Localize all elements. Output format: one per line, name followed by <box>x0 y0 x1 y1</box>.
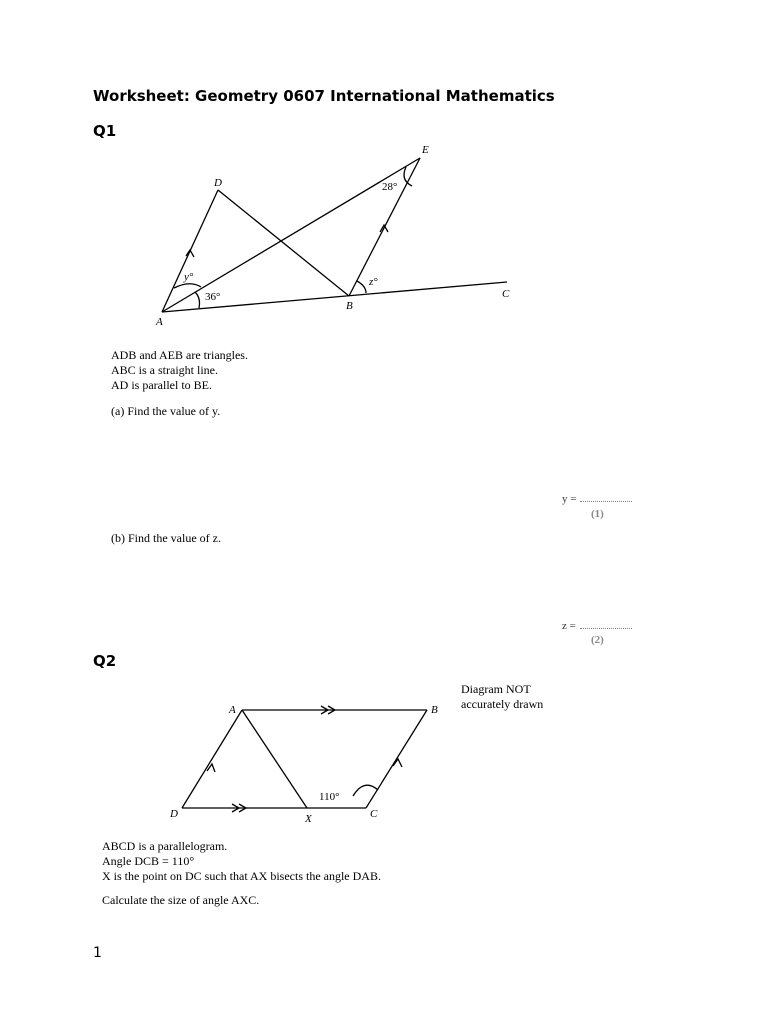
q1-heading: Q1 <box>93 122 117 140</box>
q1-statement: ABC is a straight line. <box>111 363 218 377</box>
label-a: A <box>156 316 163 328</box>
answer-z-line[interactable] <box>580 620 632 629</box>
q2-statement: X is the point on DC such that AX bisects the angle DAB. <box>102 869 381 883</box>
arc-y <box>174 284 201 288</box>
q1-diagram <box>0 0 768 340</box>
answer-y-line[interactable] <box>580 493 632 502</box>
marks-b: (2) <box>591 634 604 646</box>
label-angle-110: 110° <box>319 791 340 803</box>
diagram-note-line2: accurately drawn <box>461 697 544 711</box>
label-b: B <box>431 704 438 716</box>
arc-36 <box>195 292 200 308</box>
label-angle-y: y° <box>184 271 194 283</box>
label-e: E <box>422 144 429 156</box>
q1-part-b: (b) Find the value of z. <box>111 531 221 545</box>
label-angle-36: 36° <box>205 291 221 303</box>
q1-statement: AD is parallel to BE. <box>111 378 212 392</box>
answer-y-row <box>562 493 632 505</box>
label-angle-28: 28° <box>382 181 398 193</box>
label-c: C <box>502 288 510 300</box>
label-d: D <box>214 177 222 189</box>
page-title: Worksheet: Geometry 0607 International Mathematics <box>93 87 555 105</box>
label-x: X <box>305 813 312 825</box>
label-c: C <box>370 808 378 820</box>
answer-z-row <box>562 620 632 632</box>
label-d: D <box>170 808 178 820</box>
line-cb <box>366 710 427 808</box>
diagram-note-line1: Diagram NOT <box>461 682 531 696</box>
label-angle-z: z° <box>369 276 378 288</box>
q1-statements <box>111 348 248 393</box>
arrow-cb <box>393 759 402 767</box>
answer-z-label: z = <box>562 620 576 632</box>
arc-z <box>357 281 366 293</box>
q2-statements <box>102 839 381 884</box>
line-ax <box>242 710 307 808</box>
q1-part-a: (a) Find the value of y. <box>111 404 221 418</box>
answer-y-label: y = <box>562 493 577 505</box>
label-b: B <box>346 300 353 312</box>
q1-statement: ADB and AEB are triangles. <box>111 348 248 362</box>
q2-heading: Q2 <box>93 652 117 670</box>
q2-statement: ABCD is a parallelogram. <box>102 839 228 853</box>
q2-diagram <box>0 660 768 840</box>
marks-a: (1) <box>591 508 604 520</box>
q2-statement: Angle DCB = 110° <box>102 854 195 868</box>
q2-question: Calculate the size of angle AXC. <box>102 893 260 907</box>
line-da <box>182 710 242 808</box>
page-number: 1 <box>93 945 102 961</box>
line-db <box>218 190 349 296</box>
label-a: A <box>229 704 236 716</box>
